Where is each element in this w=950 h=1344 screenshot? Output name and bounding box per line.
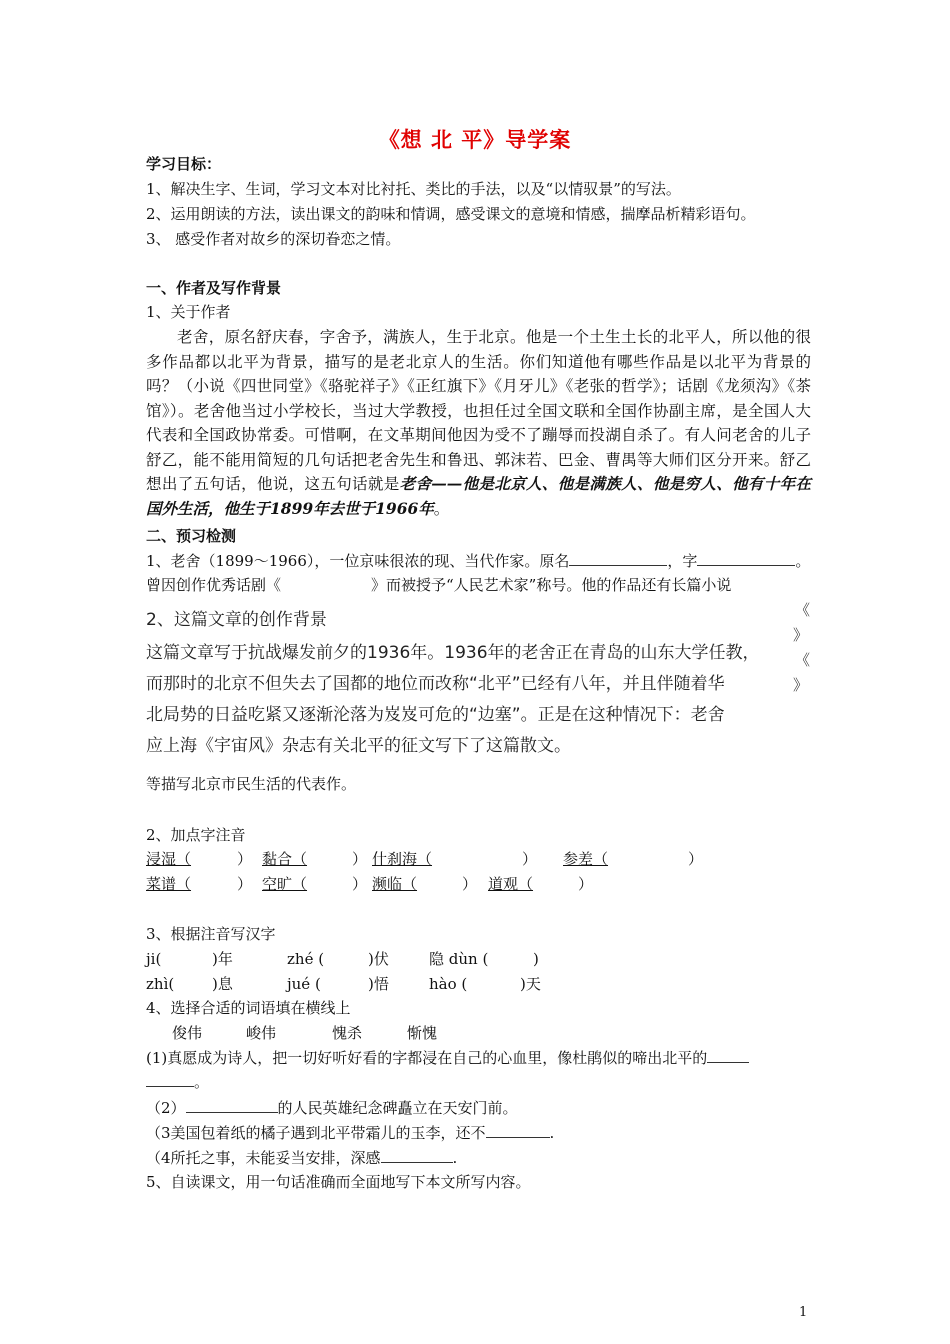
q3-item: ji( [146,950,162,968]
page-number: 1 [799,1305,808,1320]
author-paragraph [146,325,811,521]
novel-bracket-open: 《 [795,651,811,669]
q4-sentence-4-end: . [452,1149,458,1167]
q3-item: )伏 [368,950,389,968]
q4-sentence-2-num: （2） [146,1099,186,1117]
q3-item: hào ( [429,975,468,993]
q4-sentence-2 [146,1098,518,1118]
q4-heading: 4、选择合适的词语填在横线上 [146,999,351,1017]
pinyin-word: 道观（ [488,875,534,893]
word-option: 峻伟 [246,1024,277,1042]
q1-line2 [146,575,731,595]
original-name-blank[interactable] [569,551,667,566]
q3-item: ) [533,950,539,968]
pinyin-close: ） [352,850,368,868]
q1-line2-text: 曾因创作优秀话剧《 [146,576,282,594]
objective-item: 2、运用朗读的方法，读出课文的韵味和情调，感受课文的意境和情感，揣摩品析精彩语句。 [146,205,756,223]
section1-heading: 一、作者及写作背景 [146,279,282,297]
q1-line1-text-c: 。 [795,552,811,570]
objectives-heading: 学习目标： [146,155,222,173]
section2-heading: 二、预习检测 [146,527,237,545]
q4-sentence-1 [146,1048,749,1068]
author-paragraph-text: 老舍，原名舒庆春，字舍予，满族人，生于北京。他是一个土生土长的北平人，所以他的很多作品都以北平为背景，描写的是老北京人的生活。你们知道他有哪些作品是以北平为背景的吗？（小说《四世同堂》《骆驼祥子》《正红旗下》《月牙儿》《老张的哲学》；话剧《龙须沟》《茶馆》）。老舍他当过小学校长，当过大学教授，也担任过全国文联和全国作协副主席，是全国人大代表和全国政协常委。可惜啊，在文革期间他因为受不了蹦辱而投湖自杀了。有人问老舍的儿子舒乙，能不能用简短的几句话把老舍先生和鲁迅、郭沫若、巴金、曹禺等大师们区分开来。舒乙想出了五句话，他说，这五句话就是 [146,328,811,493]
pinyin-word: 浸湿（ [146,850,192,868]
answer-blank[interactable] [381,1148,453,1163]
q3-item: 隐 dùn ( [429,950,489,968]
answer-blank[interactable] [707,1048,749,1063]
q3-item: )天 [520,975,541,993]
q3-item: zhì( [146,975,175,993]
q4-sentence-3-text: （3美国包着纸的橘子遇到北平带霜儿的玉李，还不 [146,1124,486,1142]
q4-sentence-1-text: (1)真愿成为诗人，把一切好听好看的字都浸在自己的心血里，像杜鹃似的啼出北平的 [146,1049,708,1067]
pinyin-close: ） [522,850,538,868]
background-line: 这篇文章写于抗战爆发前夕的1936年。1936年的老舍正在青岛的山东大学任教， [146,643,760,663]
objective-item: 3、 感受作者对故乡的深切眷恋之情。 [146,230,401,248]
q3-item: )息 [212,975,233,993]
q4-sentence-2-text: 的人民英雄纪念碑矗立在天安门前。 [277,1099,518,1117]
background-line: 应上海《宇宙风》杂志有关北平的征文写下了这篇散文。 [146,736,571,756]
pinyin-close: ） [237,850,253,868]
q1-line1-text: 1、老舍（1899～1966），一位京味很浓的现、当代作家。原名 [146,552,570,570]
answer-blank[interactable] [146,1072,194,1087]
author-paragraph-end: 。 [433,499,450,518]
q3-item: zhé ( [287,950,325,968]
background-line: 而那时的北京不但失去了国都的地位而改称“北平”已经有八年，并且伴随着华 [146,674,725,694]
q4-sentence-4 [146,1148,457,1168]
pinyin-close: ） [352,875,368,893]
q5: 5、自读课文，用一句话准确而全面地写下本文所写内容。 [146,1173,531,1191]
pinyin-word: 什刹海（ [372,850,433,868]
q1-line1-text-b: ，字 [667,552,698,570]
pinyin-close: ） [462,875,478,893]
q4-sentence-4-text: （4所托之事，未能妥当安排，深感 [146,1149,381,1167]
novel-bracket-close: 》 [793,676,809,694]
q2-heading: 2、加点字注音 [146,826,246,844]
background-line: 北局势的日益吃紧又逐渐沦落为岌岌可危的“边塞”。正是在这种情况下：老舍 [146,705,725,725]
word-option: 俊伟 [172,1024,203,1042]
objective-item: 1、解决生字、生词，学习文本对比衬托、类比的手法，以及“以情驭景”的写法。 [146,180,681,198]
pinyin-word: 菜谱（ [146,875,192,893]
q3-heading: 3、根据注音写汉字 [146,925,276,943]
q4-sentence-1-cont [146,1072,209,1092]
pinyin-close: ） [237,875,253,893]
word-option: 愧杀 [332,1024,363,1042]
q3-item: )悟 [368,975,389,993]
background-heading: 2、这篇文章的创作背景 [146,610,327,630]
section1-subheading: 1、关于作者 [146,303,231,321]
q1-line1 [146,551,810,571]
answer-blank[interactable] [486,1123,550,1138]
q3-item: jué ( [287,975,321,993]
novel-bracket-open: 《 [795,601,811,619]
courtesy-name-blank[interactable] [697,551,795,566]
q1-line2-text-b: 》而被授予“人民艺术家”称号。他的作品还有长篇小说 [371,576,732,594]
novel-bracket-close: 》 [793,626,809,644]
answer-blank[interactable] [186,1098,278,1113]
pinyin-close: ） [578,875,594,893]
pinyin-close: ） [688,850,704,868]
document-title: 《想 北 平》导学案 [378,127,572,152]
pinyin-word: 濒临（ [372,875,418,893]
q4-sentence-3-end: . [549,1124,555,1142]
q3-item: )年 [212,950,233,968]
pinyin-word: 空旷（ [262,875,308,893]
q4-sentence-1-end: 。 [194,1073,210,1091]
q4-sentence-3 [146,1123,554,1143]
pinyin-word: 参差（ [563,850,609,868]
pinyin-word: 黏合（ [262,850,308,868]
author-paragraph-emphasis: 老舍——他是北京人、他是满族人、他是穷人、他有十年在国外生活，他生于1899年去世于1966年 [146,474,811,518]
word-option: 惭愧 [407,1024,438,1042]
q1-line3: 等描写北京市民生活的代表作。 [146,775,357,793]
